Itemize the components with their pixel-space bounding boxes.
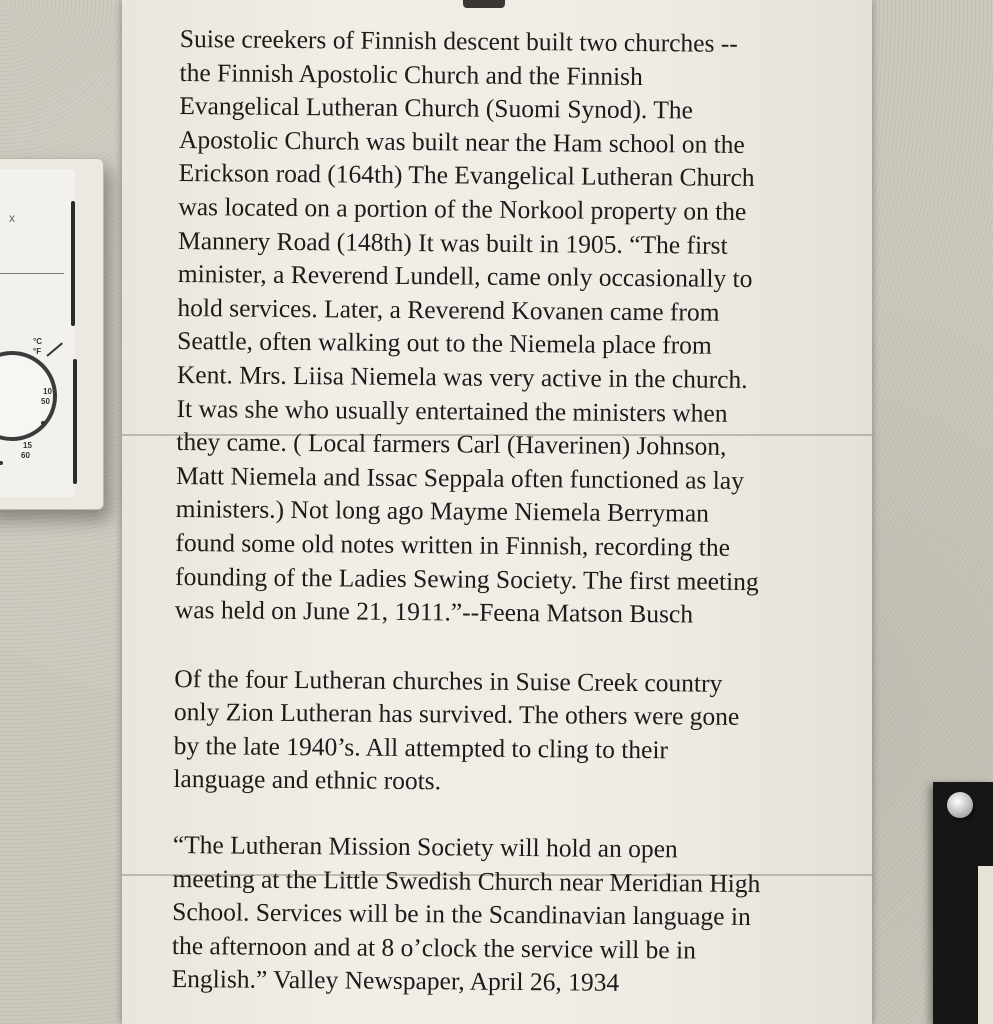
- thermostat-scale-d: 60: [21, 451, 30, 460]
- frame-photo: [978, 866, 993, 1024]
- thermostat-face: [0, 169, 75, 497]
- thermostat-scale-c: 15: [23, 441, 32, 450]
- thermostat-scale-b: 50: [41, 397, 50, 406]
- thermostat-scale-a: 10: [43, 387, 52, 396]
- thermostat-slot-lower: [73, 359, 77, 484]
- thermostat-unit-f: °F: [33, 347, 42, 356]
- thermostat-dot: [0, 461, 3, 465]
- thermostat-slot-upper: [71, 201, 75, 326]
- paragraph-finnish-churches: Suise creekers of Finnish descent built two churches -- the Finnish Apostolic Church and the Finnish Evangelical Lutheran Church (Suomi Synod). The Apostolic Church was built near the Ham school on the Erickson road (164th) The Evangelical Lutheran Church was located on a portion of the Norkool property on the Mannery Road (148th) It was built in 1905. “The first minister, a Reverend Lundell, came only occasionally to hold services. Later, a Reverend Kovanen came from Seattle, often walking out to the Niemela place from Kent. Mrs. Liisa Niemela was very active in the church. It was she who usually entertained the ministers when they came. ( Local farmers Carl (Haverinen) Johnson, Matt Niemela and Issac Seppala often functioned as lay ministers.) Not long ago Mayme Niemela Berryman found some old notes written in Finnish, recording the founding of the Ladies Sewing Society. The first meeting was held on June 21, 1911.”--Feena Matson Busch: [174, 23, 759, 629]
- paper-clip-icon: [463, 0, 505, 8]
- pushpin-icon: [947, 792, 973, 818]
- thermostat-needle-icon: [46, 342, 63, 356]
- thermostat-divider: [0, 273, 64, 274]
- thermostat-dot: [41, 421, 45, 425]
- thermostat: [0, 158, 104, 510]
- thermostat-dial[interactable]: [0, 351, 57, 441]
- thermostat-mark: x: [9, 211, 15, 225]
- thermostat-unit-c: °C: [33, 337, 42, 346]
- paragraph-lutheran-churches: Of the four Lutheran churches in Suise Creek country only Zion Lutheran has survived. The others were gone by the late 1940’s. All attempted to cling to their language and ethnic roots.: [173, 663, 740, 796]
- poster-text: [172, 22, 860, 1002]
- paragraph-mission-society: “The Lutheran Mission Society will hold an open meeting at the Little Swedish Church near Meridian High School. Services will be in the Scandinavian language in the afternoon and at 8 o’clock the service will be in English.” Valley Newspaper, April 26, 1934: [171, 830, 761, 998]
